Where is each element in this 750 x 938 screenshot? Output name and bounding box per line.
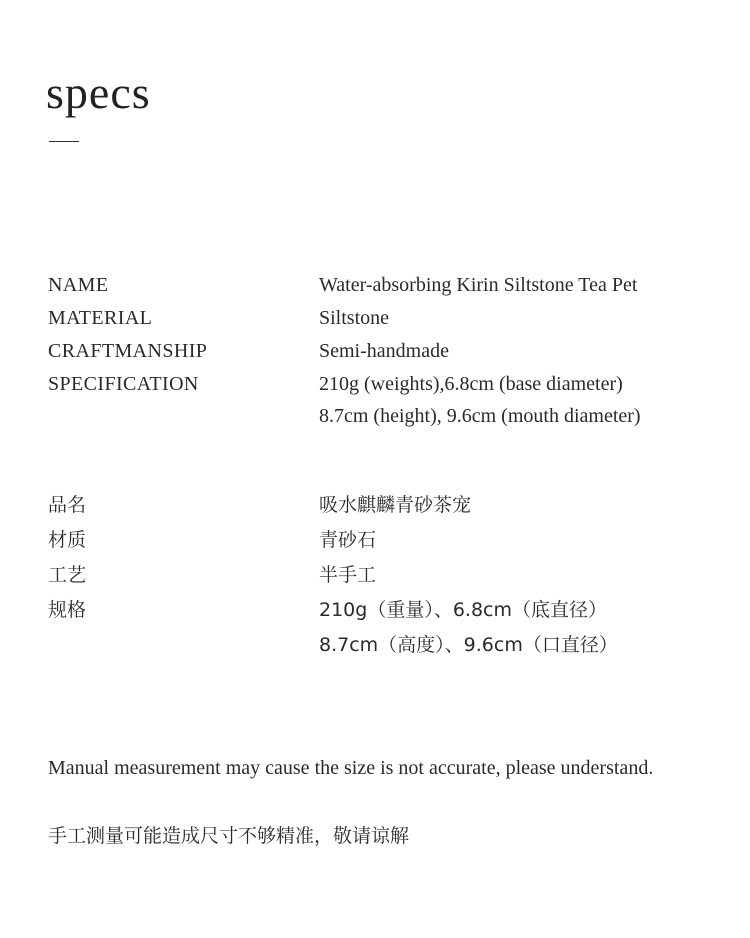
- specs-table-chinese: [48, 488, 718, 663]
- spec-row-material-zh: [48, 523, 718, 558]
- spec-value: Water-absorbing Kirin Siltstone Tea Pet: [319, 274, 638, 296]
- spec-label: NAME: [48, 274, 109, 296]
- spec-row-material: [48, 302, 718, 335]
- spec-row-specification: [48, 368, 718, 432]
- spec-value: 吸水麒麟青砂茶宠: [319, 494, 472, 516]
- spec-row-specification-zh: [48, 593, 718, 663]
- spec-value-line-2: 8.7cm（高度）、9.6cm（口直径）: [319, 634, 618, 656]
- spec-value: 青砂石: [319, 529, 377, 551]
- spec-label: MATERIAL: [48, 307, 153, 329]
- spec-row-craft-zh: [48, 558, 718, 593]
- spec-label: SPECIFICATION: [48, 373, 199, 395]
- spec-label: 材质: [48, 529, 87, 551]
- spec-value: 210g (weights),6.8cm (base diameter): [319, 373, 623, 395]
- spec-value-group: [319, 593, 718, 663]
- spec-value: 半手工: [319, 564, 377, 586]
- spec-value: 210g（重量）、6.8cm（底直径）: [319, 599, 607, 621]
- spec-row-name: [48, 269, 718, 302]
- title-underline: [49, 141, 79, 142]
- page-title: specs: [46, 67, 151, 118]
- specs-table-english: [48, 269, 718, 432]
- spec-value-line-2: 8.7cm (height), 9.6cm (mouth diameter): [319, 405, 641, 427]
- spec-row-name-zh: [48, 488, 718, 523]
- measurement-note-chinese: 手工测量可能造成尺寸不够精准，敬请谅解: [48, 825, 410, 847]
- spec-label: CRAFTMANSHIP: [48, 340, 208, 362]
- spec-value: Semi-handmade: [319, 340, 449, 362]
- spec-value-group: [319, 368, 718, 432]
- spec-row-craftmanship: [48, 335, 718, 368]
- spec-value: Siltstone: [319, 307, 390, 329]
- spec-label: 工艺: [48, 564, 87, 586]
- spec-label: 规格: [48, 599, 87, 621]
- measurement-note-english: Manual measurement may cause the size is not accurate, please understand.: [48, 757, 654, 779]
- spec-label: 品名: [48, 494, 87, 516]
